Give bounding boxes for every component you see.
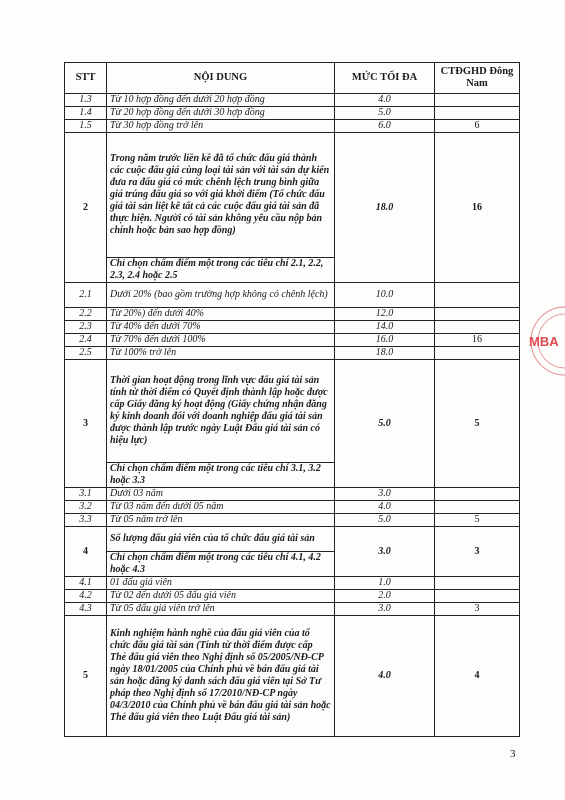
table-row	[65, 334, 520, 347]
ctdghd-score-cell	[435, 94, 520, 107]
content-cell: Từ 05 năm trở lên	[107, 514, 335, 527]
sub-criteria-note: Chỉ chọn chấm điểm một trong các tiêu chí 2.1, 2.2, 2.3, 2.4 hoặc 2.5	[107, 258, 335, 283]
content-cell: Từ 40% đến dưới 70%	[107, 321, 335, 334]
content-cell: Dưới 20% (bao gồm trường hợp không có chênh lệch)	[107, 283, 335, 308]
max-score-cell: 4.0	[335, 616, 435, 737]
content-cell: Kinh nghiệm hành nghề của đấu giá viên của tổ chức đấu giá tài sản (Tính từ thời điểm được cấp Thẻ đấu giá viên theo Nghị định số 05/2005/NĐ-CP ngày 18/01/2005 của Chính phủ về bán đấu giá tài sản hoặc đăng ký danh sách đấu giá viên tại Sở Tư pháp theo Nghị định số 17/2010/NĐ-CP ngày 04/3/2010 của Chính phủ về bán đấu giá tài sản hoặc Thẻ đấu giá viên theo Luật Đấu giá tài sản)	[107, 616, 335, 737]
table-row	[65, 283, 520, 308]
content-cell: Từ 30 hợp đồng trở lên	[107, 120, 335, 133]
header-noi-dung: NỘI DUNG	[107, 63, 335, 94]
ctdghd-score-cell: 3	[435, 527, 520, 577]
max-score-cell: 2.0	[335, 590, 435, 603]
ctdghd-score-cell	[435, 321, 520, 334]
stt-cell: 2.5	[65, 347, 107, 360]
table-row	[65, 501, 520, 514]
stt-cell: 4	[65, 527, 107, 577]
content-cell: Từ 02 đến dưới 05 đấu giá viên	[107, 590, 335, 603]
max-score-cell: 5.0	[335, 107, 435, 120]
stt-cell: 2.1	[65, 283, 107, 308]
stt-cell: 3.1	[65, 488, 107, 501]
content-cell: Số lượng đấu giá viên của tổ chức đấu giá tài sản	[107, 527, 335, 552]
header-stt: STT	[65, 63, 107, 94]
table-row	[65, 527, 520, 552]
ctdghd-score-cell: 3	[435, 603, 520, 616]
table-row	[65, 514, 520, 527]
stt-cell: 1.3	[65, 94, 107, 107]
table-row	[65, 107, 520, 120]
header-muc-toi-da: MỨC TỐI ĐA	[335, 63, 435, 94]
max-score-cell: 5.0	[335, 360, 435, 488]
max-score-cell: 4.0	[335, 501, 435, 514]
ctdghd-score-cell: 5	[435, 360, 520, 488]
stt-cell: 1.5	[65, 120, 107, 133]
stt-cell: 1.4	[65, 107, 107, 120]
ctdghd-score-cell: 16	[435, 334, 520, 347]
max-score-cell: 3.0	[335, 488, 435, 501]
max-score-cell: 10.0	[335, 283, 435, 308]
content-cell: Dưới 03 năm	[107, 488, 335, 501]
max-score-cell: 14.0	[335, 321, 435, 334]
content-cell: Từ 70% đến dưới 100%	[107, 334, 335, 347]
table-row	[65, 616, 520, 737]
content-cell: Từ 100% trở lên	[107, 347, 335, 360]
ctdghd-score-cell	[435, 501, 520, 514]
max-score-cell: 3.0	[335, 527, 435, 577]
stt-cell: 2	[65, 133, 107, 283]
ctdghd-score-cell	[435, 107, 520, 120]
table-row	[65, 347, 520, 360]
stt-cell: 2.2	[65, 308, 107, 321]
ctdghd-score-cell: 16	[435, 133, 520, 283]
sub-criteria-note: Chỉ chọn chấm điểm một trong các tiêu chí 4.1, 4.2 hoặc 4.3	[107, 552, 335, 577]
criteria-table	[64, 62, 520, 737]
table-row	[65, 94, 520, 107]
table-row	[65, 120, 520, 133]
content-cell: Từ 20 hợp đồng đến dưới 30 hợp đồng	[107, 107, 335, 120]
stt-cell: 4.1	[65, 577, 107, 590]
table-row	[65, 321, 520, 334]
stt-cell: 3	[65, 360, 107, 488]
stt-cell: 2.4	[65, 334, 107, 347]
max-score-cell: 16.0	[335, 334, 435, 347]
ctdghd-score-cell: 4	[435, 616, 520, 737]
stt-cell: 5	[65, 616, 107, 737]
table-row	[65, 488, 520, 501]
max-score-cell: 18.0	[335, 133, 435, 283]
ctdghd-score-cell	[435, 308, 520, 321]
company-stamp	[527, 296, 565, 386]
content-cell: Trong năm trước liền kề đã tổ chức đấu giá thành các cuộc đấu giá cùng loại tài sản với tài sản dự kiến đưa ra đấu giá có mức chênh lệch trung bình giữa giá trúng đấu giá so với giá khởi điểm (Tổ chức đấu giá tài sản liệt kê tất cả các cuộc đấu giá tài sản đã thực hiện. Người có tài sản không yêu cầu nộp bản chính hoặc bản sao hợp đồng)	[107, 133, 335, 258]
max-score-cell: 5.0	[335, 514, 435, 527]
content-cell: Từ 03 năm đến dưới 05 năm	[107, 501, 335, 514]
ctdghd-score-cell	[435, 283, 520, 308]
ctdghd-score-cell	[435, 577, 520, 590]
max-score-cell: 1.0	[335, 577, 435, 590]
stt-cell: 4.2	[65, 590, 107, 603]
content-cell: Từ 20%) đến dưới 40%	[107, 308, 335, 321]
table-row	[65, 133, 520, 258]
content-cell: Từ 05 đấu giá viên trở lên	[107, 603, 335, 616]
table-row	[65, 590, 520, 603]
ctdghd-score-cell	[435, 347, 520, 360]
stt-cell: 3.3	[65, 514, 107, 527]
stt-cell: 4.3	[65, 603, 107, 616]
table-row	[65, 577, 520, 590]
stt-cell: 2.3	[65, 321, 107, 334]
content-cell: Thời gian hoạt động trong lĩnh vực đấu giá tài sản tính từ thời điểm có Quyết định thành lập hoặc được cấp Giấy đăng ký hoạt động (Giấy chứng nhận đăng ký kinh doanh đối với doanh nghiệp đấu giá tài sản được thành lập trước ngày Luật Đấu giá tài sản có hiệu lực)	[107, 360, 335, 463]
ctdghd-score-cell: 5	[435, 514, 520, 527]
table-row	[65, 603, 520, 616]
sub-criteria-note: Chỉ chọn chấm điểm một trong các tiêu chí 3.1, 3.2 hoặc 3.3	[107, 463, 335, 488]
table-row	[65, 360, 520, 463]
max-score-cell: 6.0	[335, 120, 435, 133]
page-number: 3	[510, 748, 516, 760]
ctdghd-score-cell	[435, 590, 520, 603]
max-score-cell: 3.0	[335, 603, 435, 616]
ctdghd-score-cell	[435, 488, 520, 501]
table-row	[65, 308, 520, 321]
stt-cell: 3.2	[65, 501, 107, 514]
table-header-row	[65, 63, 520, 94]
max-score-cell: 18.0	[335, 347, 435, 360]
ctdghd-score-cell: 6	[435, 120, 520, 133]
content-cell: 01 đấu giá viên	[107, 577, 335, 590]
header-ctdghd: CTĐGHD Đông Nam	[435, 63, 520, 94]
stamp-text: MBA	[529, 334, 559, 349]
max-score-cell: 12.0	[335, 308, 435, 321]
content-cell: Từ 10 hợp đồng đến dưới 20 hợp đồng	[107, 94, 335, 107]
max-score-cell: 4.0	[335, 94, 435, 107]
